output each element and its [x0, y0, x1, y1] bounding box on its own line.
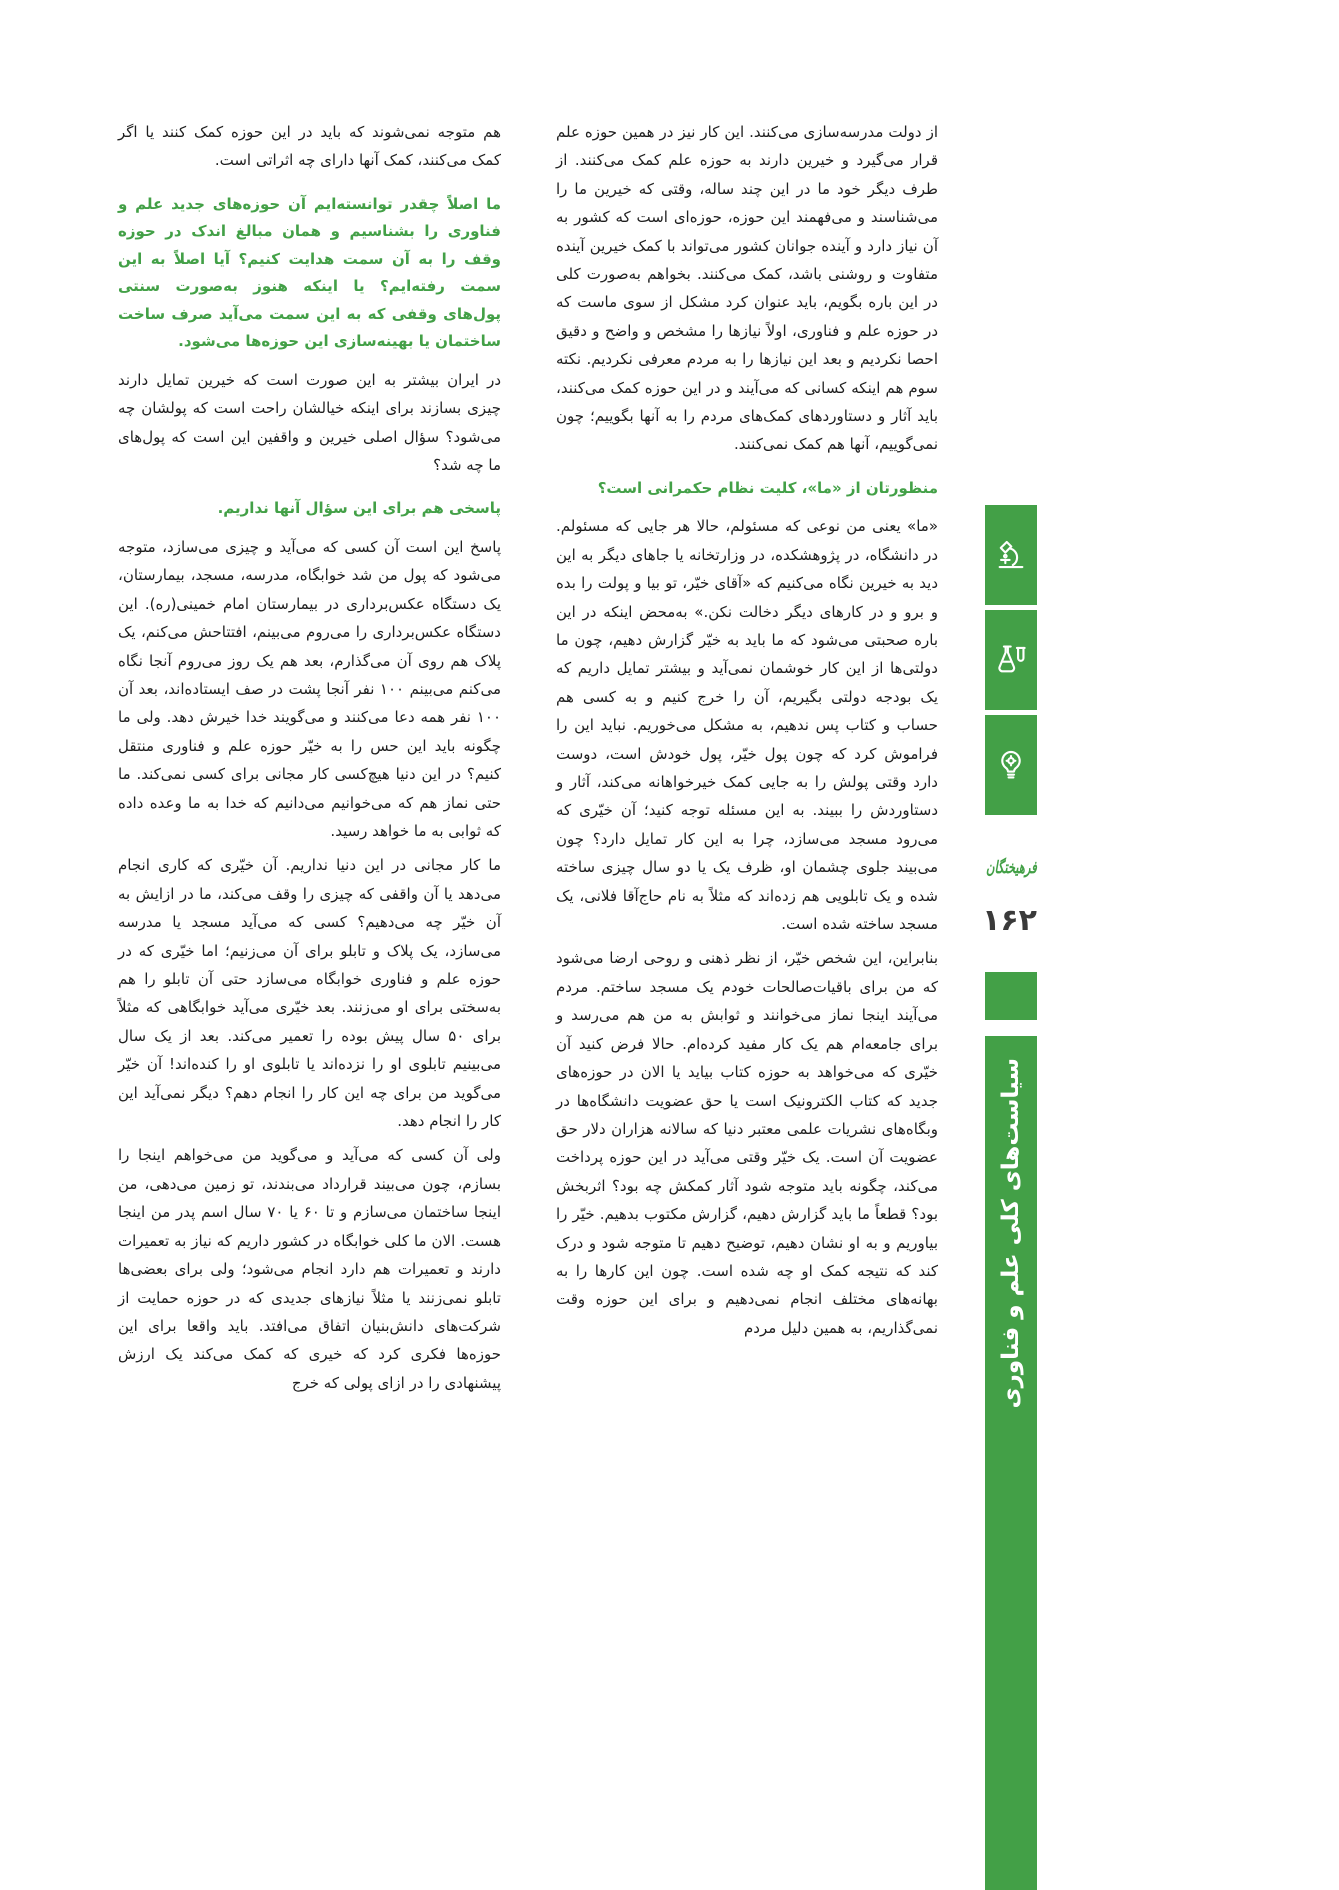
article-column-left: [118, 118, 501, 1403]
body-paragraph: بنابراین، این شخص خیّر، از نظر ذهنی و روحی ارضا می‌شود که من برای باقیات‌صالحات خودم یک مسجد ساختم. مردم می‌آیند اینجا نماز می‌خوانند و ثوابش به من هم می‌رسد و برای جامعه‌ام هم یک کار مفید کرده‌ام. حالا فرض کنید آن خیّری که می‌خواهد به حوزه کتاب بیاید یا الان در حوزه‌های جدید که کتاب الکترونیک است یا حق عضویت دانشگاه‌ها در وبگاه‌های نشریات علمی معتبر دنیا که سالانه هزاران دلار حق عضویت آن است. یک خیّر وقتی می‌آید در این حوزه پرداخت می‌کند، چگونه باید متوجه شود آثار کمکش چه بود؟ اثربخش بود؟ قطعاً ما باید گزارش دهیم، گزارش مکتوب بدهیم. خیّر را بیاوریم و به او نشان دهیم، توضیح دهیم تا متوجه شود و درک کند که نتیجه کمک او چه شده است. چون این کارها را به بهانه‌های مختلف انجام نمی‌دهیم و برای این حوزه وقت نمی‌گذاریم، به همین دلیل مردم: [556, 949, 938, 1337]
sidebar-tile-innovation: [985, 715, 1037, 815]
logo-text: فرهیختگان: [985, 858, 1037, 878]
body-paragraph: از دولت مدرسه‌سازی می‌کنند. این کار نیز در همین حوزه علم قرار می‌گیرد و خیرین دارند به حوزه علم کمک می‌کنند. از طرف دیگر خود ما در این چند ساله، وقتی که خیرین ما را می‌شناسند و می‌فهمند این حوزه، حوزه‌ای است که کشور به آن نیاز دارد و آینده جوانان کشور می‌تواند با کمک خیرین آینده متفاوت و روشنی باشد، کمک می‌کنند. بخواهم به‌صورت کلی در این باره بگویم، باید عنوان کرد مشکل از سوی ماست که در حوزه علم و فناوری، اولاً نیازها را مشخص و واضح و دقیق احصا نکردیم و بعد این نیازها را به مردم معرفی نکردیم. نکته سوم هم اینکه کسانی که می‌آیند و در این حوزه کمک می‌کنند، باید آثار و دستاوردهای کمک‌های مردم را به آنها بگوییم؛ چون نمی‌گوییم، آنها هم کمک نمی‌کنند.: [556, 123, 938, 454]
sidebar-tile-chemistry: [985, 610, 1037, 710]
section-title-vertical: [995, 1052, 1027, 1472]
interview-question: پاسخی هم برای این سؤال آنها نداریم.: [217, 499, 501, 518]
sidebar-tile-research: [985, 505, 1037, 605]
body-paragraph: ولی آن کسی که می‌آید و می‌گوید من می‌خواهم اینجا را بسازم، چون می‌بیند قرارداد می‌بندند، تو زمین می‌دهی، من اینجا ساختمان می‌سازم و تا ۶۰ یا ۷۰ سال اسم پدر من اینجا هست. الان ما کلی خوابگاه در کشور داریم که نیاز به تعمیرات دارند و تعمیرات هم دارد انجام می‌شود؛ ولی برای بعضی‌ها تابلو نمی‌زنند یا مثلاً نیازهای جدیدی که در حوزه حمایت از شرکت‌های دانش‌بنیان اتفاق می‌افتد. باید واقعا برای این حوزه‌ها فکری کرد که خیری که کمک می‌کند یک ارزش پیشنهادی را در ازای پولی که خرج: [118, 1146, 502, 1392]
section-title-text: سیاست‌های کلی علم و فناوری: [998, 1058, 1024, 1409]
interview-question: ما اصلاً چقدر توانسته‌ایم آن حوزه‌های جدید علم و فناوری را بشناسیم و همان مبالغ اندک در حوزه وقف را به آن سمت هدایت کنیم؟ آیا اصلاً به این سمت رفته‌ایم؟ یا اینکه هنوز به‌صورت سنتی پول‌های وقفی که به این سمت می‌آید صرف ساخت ساختمان یا بهینه‌سازی این حوزه‌ها می‌شود.: [118, 194, 501, 351]
chemistry-flasks-icon: [994, 643, 1028, 677]
interview-question: منظورتان از «ما»، کلیت نظام حکمرانی است؟: [597, 478, 938, 497]
article-column-right: [556, 118, 938, 1348]
farhikhtegan-logo: [985, 838, 1037, 898]
body-paragraph: هم متوجه نمی‌شوند که باید در این حوزه کمک کنند یا اگر کمک می‌کنند، کمک آنها دارای چه اثراتی است.: [118, 123, 501, 170]
lightbulb-gear-icon: [994, 748, 1028, 782]
body-paragraph: پاسخ این است آن کسی که می‌آید و چیزی می‌سازد، متوجه می‌شود که پول من شد خوابگاه، مدرسه، مسجد، بیمارستان، یک دستگاه عکس‌برداری در بیمارستان امام خمینی(ره). این دستگاه عکس‌برداری را می‌روم می‌بینم، افتتاحش می‌کنم، یک پلاک هم روی آن می‌گذارم، بعد هم یک روز می‌روم آنجا نگاه می‌کنم می‌بینم ۱۰۰ نفر آنجا پشت در صف ایستاده‌اند، بعد آن ۱۰۰ نفر همه دعا می‌کنند و می‌گویند خدا خیرش دهد. ولی ما چگونه باید این حس را به خیّر حوزه علم و فناوری منتقل کنیم؟ در این دنیا هیچ‌کسی کار مجانی برای کسی نمی‌کند. ما حتی نماز هم که می‌خوانیم می‌دانیم که خدا به ما وعده داده که ثوابی به ما خواهد رسید.: [118, 537, 501, 840]
page-number: ۱۶۲: [982, 903, 1037, 938]
body-paragraph: «ما» یعنی من نوعی که مسئولم، حالا هر جایی که مسئولم. در دانشگاه، در پژوهشکده، در وزارتخانه یا جاهای دیگر به این دید به خیرین نگاه می‌کنیم که «آقای خیّر، تو بیا و پولت را بده و برو و در کارهای دیگر دخالت نکن.» به‌محض اینکه در این باره صحبتی می‌شود که ما باید به خیّر گزارش دهیم، چون ما دولتی‌ها از این کار خوشمان نمی‌آید و بیشتر تمایل داریم که یک بودجه دولتی بگیریم، آن را خرج کنیم و به کسی هم حساب و کتاب پس ندهیم، به مشکل می‌خوریم. نباید این را فراموش کرد که چون پول خیّر، پول خودش است، دوست دارد وقتی پولش را به جایی کمک خیرخواهانه می‌کند، آثار و دستاوردش را ببیند. به این مسئله توجه کنید؛ آن خیّری که می‌رود مسجد می‌سازد، چرا به این کار تمایل دارد؟ چون می‌بیند جلوی چشمان او، ظرف یک یا دو سال چیزی ساخته شده و یک تابلویی هم زده‌اند که مثلاً به نام حاج‌آقا فلانی، یک مسجد ساخته شده است.: [556, 517, 938, 934]
decorative-green-square: [985, 972, 1037, 1020]
body-paragraph: در ایران بیشتر به این صورت است که خیرین تمایل دارند چیزی بسازند برای اینکه خیالشان راحت است که پولشان چه می‌شود؟ سؤال اصلی خیرین و واقفین این است که پول‌های ما چه شد؟: [118, 370, 501, 475]
microscope-icon: [994, 538, 1028, 572]
body-paragraph: ما کار مجانی در این دنیا نداریم. آن خیّری که کاری انجام می‌دهد یا آن واقفی که چیزی را وقف می‌کند، ما در ازایش به آن خیّر چه می‌دهیم؟ کسی که می‌آید مسجد یا مدرسه می‌سازد، یک پلاک و تابلو برای آن می‌زنیم؛ اما خیّری که در حوزه علم و فناوری خوابگاه می‌سازد حتی آن تابلو را هم به‌سختی برای او می‌زنند. بعد خیّری می‌آید خوابگاهی که مثلاً برای ۵۰ سال پیش بوده را تعمیر می‌کند. بعد از یک سال می‌بینیم تابلوی او را نزده‌اند یا تابلوی او را کنده‌اند! آن خیّر می‌گوید من برای چه این کار را انجام دهم؟ دیگر نمی‌آید این کار را انجام دهد.: [118, 856, 501, 1131]
